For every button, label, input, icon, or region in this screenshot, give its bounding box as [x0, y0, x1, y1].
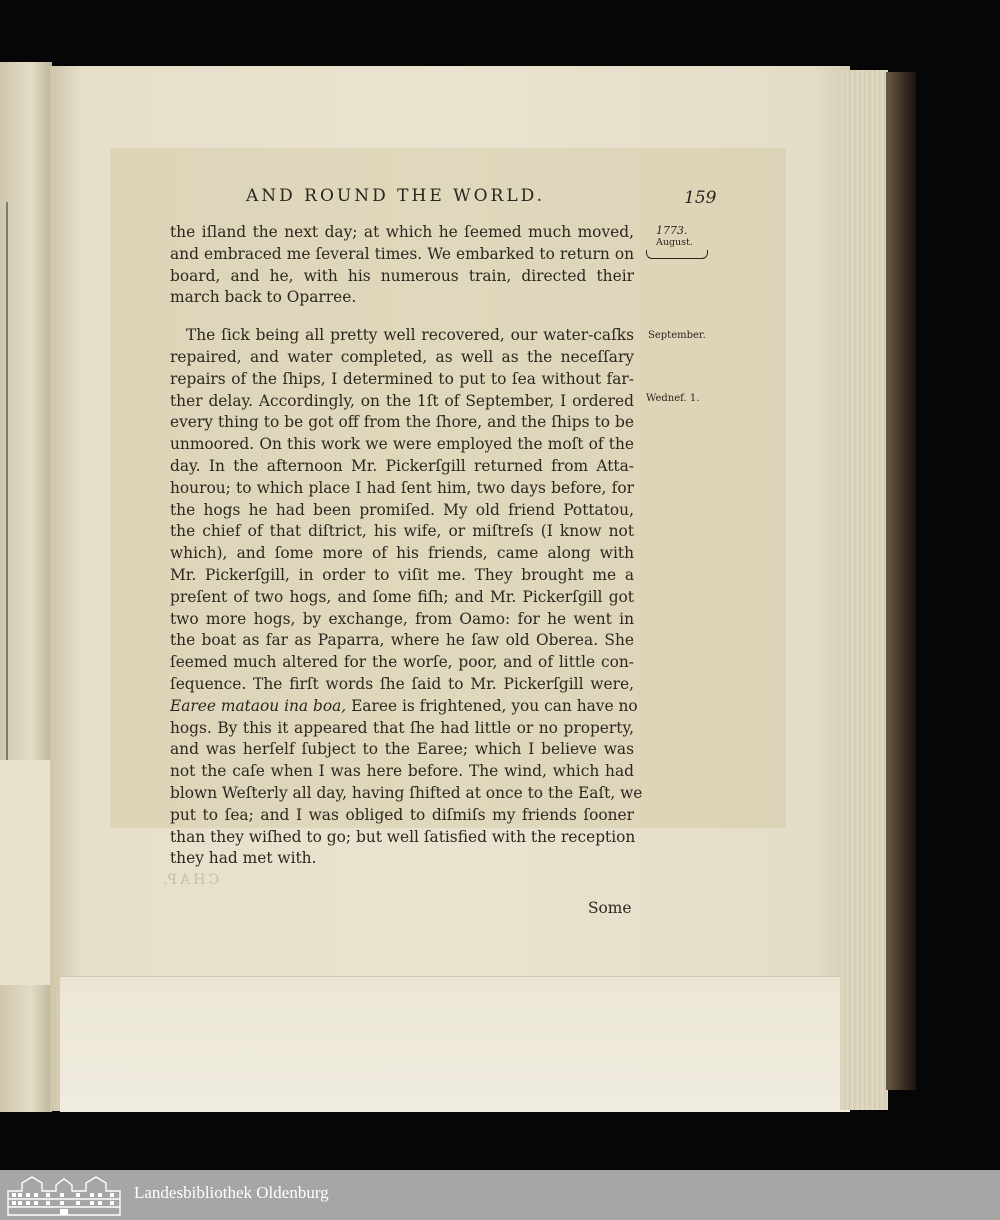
book-cover-edge: [886, 72, 916, 1090]
footer-label: Landesbibliothek Oldenburg: [134, 1183, 329, 1202]
text-line: not the caſe when I was here before. The wind, which had: [170, 762, 634, 781]
text-line: [170, 696, 638, 718]
text-line: which), and ſome more of his friends, came along with: [170, 544, 634, 563]
library-building-icon: [4, 1173, 124, 1217]
text-line: Mr. Pickerſgill, in order to viſit me. They brought me a: [170, 565, 634, 584]
text-line: unmoored. On this work we were employed the moſt of the: [170, 435, 634, 454]
running-header: AND ROUND THE WORLD.: [246, 186, 546, 206]
text-line: repairs of the ſhips, I determined to put to ſea without far-: [170, 369, 634, 388]
previous-page-rule: [6, 202, 8, 822]
text-line: the chief of that diſtrict, his wife, or miſtreſs (I know not: [170, 522, 634, 541]
margin-date-note: Wednef. 1.: [646, 393, 700, 404]
catchword: Some: [588, 899, 632, 917]
margin-brace: [646, 250, 708, 259]
page-number: 159: [684, 188, 717, 208]
margin-month: August.: [656, 237, 693, 248]
text-line: hourou; to which place I had ſent him, two days before, for: [170, 478, 634, 497]
text-line: and was herſelf ſubject to the Earee; which I believe was: [170, 740, 634, 759]
text-line: the hogs he had been promiſed. My old friend Pottatou,: [170, 500, 634, 519]
page-stack: [840, 70, 888, 1110]
text-fragment: Earee is frightened, you can have no: [346, 696, 638, 715]
text-line: ſequence. The firſt words ſhe ſaid to Mr. Pickerſgill were,: [170, 674, 634, 693]
text-line: day. In the afternoon Mr. Pickerſgill returned from Atta-: [170, 456, 634, 475]
text-line: preſent of two hogs, and ſome fiſh; and Mr. Pickerſgill got: [170, 587, 634, 606]
text-line: march back to Oparree.: [170, 288, 357, 307]
paragraph-1: [170, 222, 634, 309]
text-line: the iſland the next day; at which he ſeemed much moved,: [170, 223, 634, 241]
text-line: ther delay. Accordingly, on the 1ſt of September, I ordered: [170, 391, 634, 410]
text-line: put to ſea; and I was obliged to diſmiſs my friends ſooner: [170, 805, 634, 824]
text-line: repaired, and water completed, as well as the neceſſary: [170, 347, 634, 366]
text-line: the boat as far as Paparra, where he ſaw old Oberea. She: [170, 631, 634, 650]
text-line: board, and he, with his numerous train, directed their: [170, 266, 634, 285]
page-tab: [0, 760, 51, 985]
text-line: hogs. By this it appeared that ſhe had little or no property,: [170, 718, 634, 737]
margin-september: September.: [648, 330, 706, 341]
text-line: two more hogs, by exchange, from Oamo: for he went in: [170, 609, 634, 628]
bleed-through-text: CHAP.: [160, 872, 220, 888]
body-text: [170, 222, 643, 870]
text-line: every thing to be got off from the ſhore, and the ſhips to be: [170, 413, 634, 432]
page-fold: [60, 976, 850, 1112]
text-line: blown Weſterly all day, having ſhifted at once to the Eaſt, we: [170, 783, 643, 802]
text-line: The ſick being all pretty well recovered, our water-caſks: [186, 326, 634, 345]
paragraph-2: [170, 325, 643, 870]
text-line: they had met with.: [170, 849, 317, 868]
text-line: than they wiſhed to go; but well ſatisfied with the reception: [170, 827, 636, 846]
text-line: and embraced me ſeveral times. We embarked to return on: [170, 244, 634, 263]
italic-phrase: Earee mataou ina boa,: [170, 696, 347, 715]
text-line: ſeemed much altered for the worſe, poor, and of little con-: [170, 653, 634, 672]
margin-year: 1773.: [656, 224, 688, 237]
